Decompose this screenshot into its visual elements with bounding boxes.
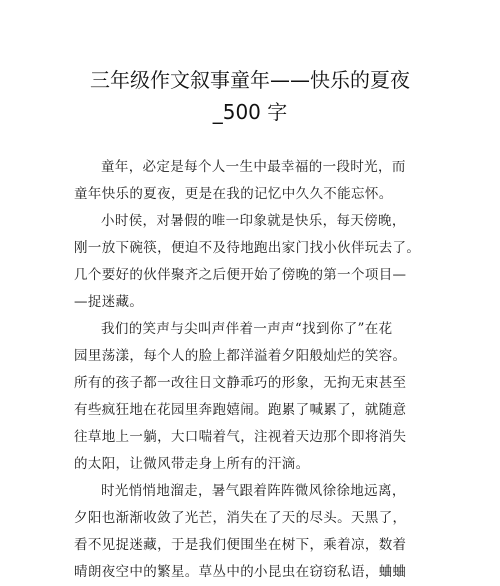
document-title — [0, 64, 500, 128]
text-line: 几个要好的伙伴聚齐之后便开始了傍晚的第一个项目— — [74, 267, 407, 283]
document-body — [74, 154, 421, 586]
text-line: 晴朗夜空中的繁星。草丛中的小昆虫在窃窃私语，蛐蛐 — [74, 564, 407, 580]
text-line: 园里荡漾，每个人的脸上都洋溢着夕阳般灿烂的笑容。 — [74, 348, 407, 364]
title-line-2: _500 字 — [212, 100, 288, 124]
text-line: 所有的孩子都一改往日文静乖巧的形象，无拘无束甚至 — [74, 375, 407, 391]
paragraph-3 — [74, 316, 418, 478]
text-line: 童年，必定是每个人一生中最幸福的一段时光，而 — [101, 159, 406, 175]
paragraph-1 — [74, 154, 418, 208]
text-line: 的太阳，让微风带走身上所有的汗滴。 — [74, 456, 310, 472]
text-line: 我们的笑声与尖叫声伴着一声声“找到你了”在花 — [101, 321, 393, 337]
text-line: 夕阳也渐渐收敛了光芒，消失在了天的尽头。天黑了， — [74, 510, 407, 526]
text-line: 往草地上一躺，大口喘着气，注视着天边那个即将消失 — [74, 429, 407, 445]
text-line: —捉迷藏。 — [74, 294, 144, 310]
text-line: 刚一放下碗筷，便迫不及待地跑出家门找小伙伴玩去了。 — [74, 240, 421, 256]
paragraph-4 — [74, 478, 418, 586]
paragraph-2 — [74, 208, 421, 316]
text-line: 看不见捉迷藏，于是我们便围坐在树下，乘着凉，数着 — [74, 537, 407, 553]
title-line-1: 三年级作文叙事童年——快乐的夏夜 — [90, 68, 410, 92]
text-line: 时光悄悄地溜走，暑气跟着阵阵微风徐徐地远离， — [101, 483, 406, 499]
text-line: 童年快乐的夏夜，更是在我的记忆中久久不能忘怀。 — [74, 186, 393, 202]
text-line: 小时侯，对暑假的唯一印象就是快乐，每天傍晚， — [101, 213, 406, 229]
text-line: 有些疯狂地在花园里奔跑嬉闹。跑累了喊累了，就随意 — [74, 402, 407, 418]
